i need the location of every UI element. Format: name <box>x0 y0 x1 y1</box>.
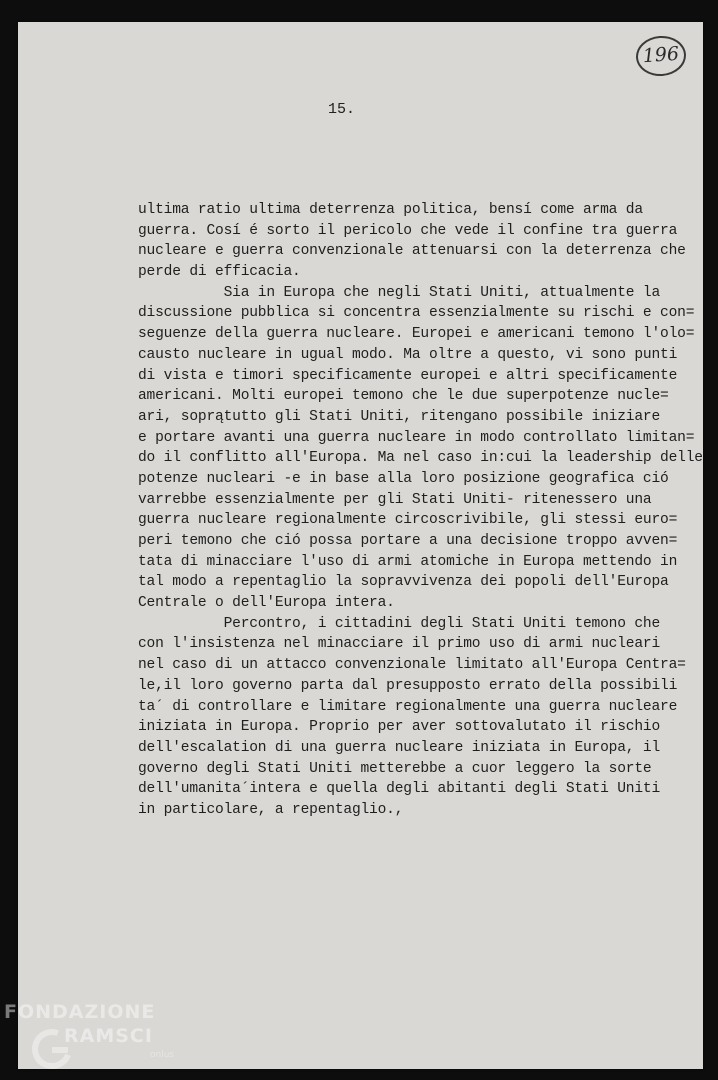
watermark-onlus: onlus <box>150 1050 175 1060</box>
text-line: dell'umanita´intera e quella degli abitanti degli Stati Uniti <box>138 781 661 798</box>
page-number: 15. <box>328 101 356 118</box>
text-line: causto nucleare in ugual modo. Ma oltre a questo, vi sono punti <box>138 346 678 363</box>
body-text <box>138 200 703 821</box>
archive-page-stamp: 196 <box>635 34 688 77</box>
text-line: tata di minacciare l'uso di armi atomiche in Europa mettendo in <box>138 553 678 570</box>
text-line: ari, soprątutto gli Stati Uniti, ritengano possibile iniziare <box>138 408 661 425</box>
text-line: guerra nucleare regionalmente circoscrivibile, gli stessi euro= <box>138 512 678 529</box>
text-line: di vista e timori specificamente europei e altri specificamente <box>138 367 678 384</box>
text-line: guerra. Cosí é sorto il pericolo che vede il confine tra guerra <box>138 222 678 239</box>
text-line: americani. Molti europei temono che le due superpotenze nucle= <box>138 388 669 405</box>
text-line: peri temono che ció possa portare a una decisione troppo avven= <box>138 533 678 549</box>
text-line: Centrale o dell'Europa intera. <box>138 595 395 612</box>
watermark-line1: FONDAZIONE <box>4 1001 156 1023</box>
text-line: seguenze della guerra nucleare. Europei e americani temono l'olo= <box>138 326 695 343</box>
text-line: potenze nucleari -e in base alla loro posizione geografica ció <box>138 470 669 487</box>
text-line: nel caso di un attacco convenzionale limitato all'Europa Centra= <box>138 657 686 674</box>
text-line: con l'insistenza nel minacciare il primo uso di armi nucleari <box>138 636 661 653</box>
text-line: do il conflitto all'Europa. Ma nel caso in:cui la leadership delle <box>138 450 703 467</box>
text-line: Percontro, i cittadini degli Stati Uniti temono che <box>138 615 661 632</box>
text-line: dell'escalation di una guerra nucleare iniziata in Europa, il <box>138 739 661 756</box>
text-line: ultima ratio ultima deterrenza politica, bensí come arma da <box>138 202 643 218</box>
text-line: varrebbe essenzialmente per gli Stati Uniti- ritenessero una <box>138 491 652 508</box>
text-line: perde di efficacia. <box>138 264 301 281</box>
text-line: ta´ di controllare e limitare regionalmente una guerra nucleare <box>138 698 678 715</box>
text-line: nucleare e guerra convenzionale attenuarsi con la deterrenza che <box>138 243 686 260</box>
fondazione-gramsci-watermark <box>4 1001 184 1076</box>
text-line: discussione pubblica si concentra essenzialmente su rischi e con= <box>138 305 695 322</box>
typewritten-page <box>18 22 703 1069</box>
text-line: Sia in Europa che negli Stati Uniti, attualmente la <box>138 284 661 301</box>
text-line: iniziata in Europa. Proprio per aver sottovalutato il rischio <box>138 719 661 736</box>
text-line: tal modo a repentaglio la sopravvivenza dei popoli dell'Europa <box>138 574 669 591</box>
watermark-line2: RAMSCI <box>64 1025 153 1047</box>
text-line: in particolare, a repentaglio., <box>138 801 404 818</box>
text-line: governo degli Stati Uniti metterebbe a cuor leggero la sorte <box>138 760 652 777</box>
text-line: e portare avanti una guerra nucleare in modo controllato limitan= <box>138 429 695 446</box>
text-line: le,il loro governo parta dal presupposto errato della possibili <box>138 677 678 694</box>
